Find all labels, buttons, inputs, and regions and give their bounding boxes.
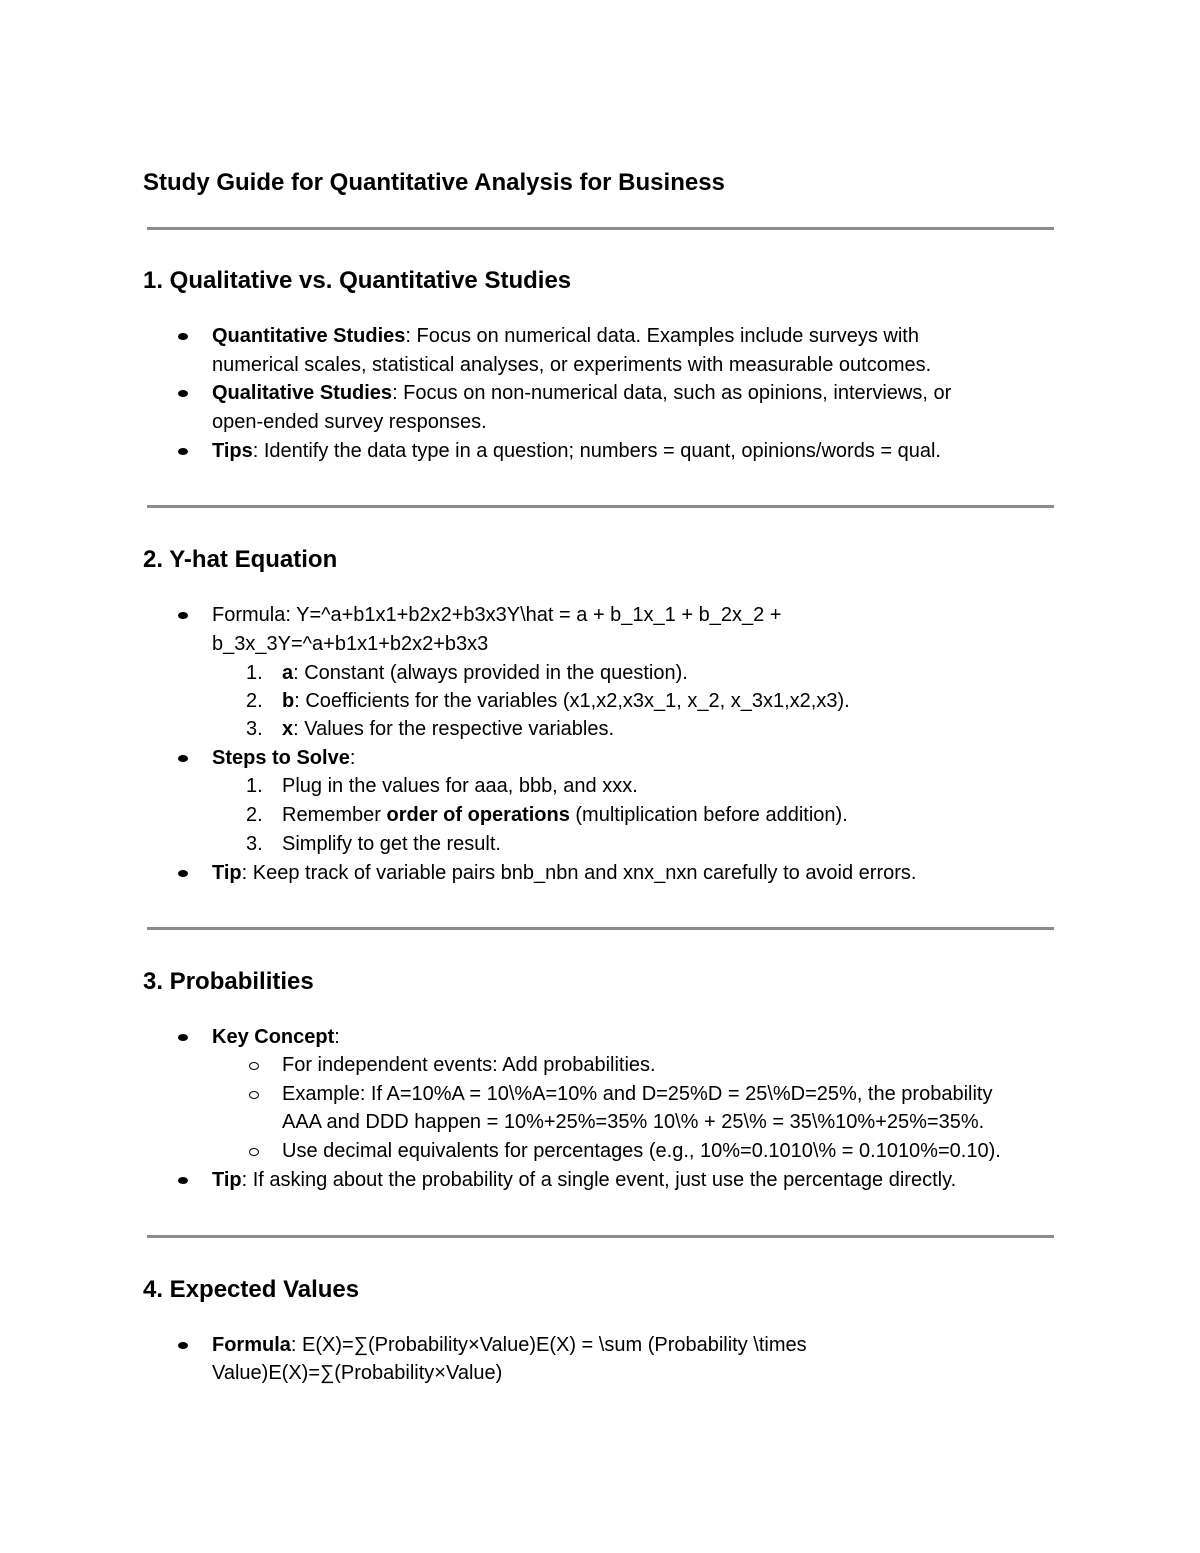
list-number: 1. [246, 662, 263, 684]
list-item-tip [212, 1166, 956, 1194]
bullet-icon [178, 390, 188, 397]
bullet-icon [178, 448, 188, 455]
sub-list-item: Example: If A=10%A = 10\%A=10% and D=25%D = 25\%D=25%, the probability [282, 1083, 993, 1105]
part-label: a [282, 662, 294, 684]
step-item: Simplify to get the result. [282, 833, 501, 855]
formula-part-x [282, 715, 614, 743]
bullet-icon [178, 1342, 188, 1349]
item-label: Tip [212, 862, 242, 884]
document-title: Study Guide for Quantitative Analysis for Business [143, 169, 725, 196]
item-text: : Identify the data type in a question; numbers = quant, opinions/words = qual. [252, 440, 941, 462]
part-text: : Constant (always provided in the question). [293, 662, 688, 684]
item-text: : Focus on numerical data. Examples include surveys with [405, 325, 919, 347]
part-label: b [282, 690, 295, 712]
list-item-continuation: open-ended survey responses. [212, 411, 487, 433]
bullet-icon [178, 333, 188, 340]
formula-expected-value [212, 1331, 807, 1359]
list-item-qualitative-studies [212, 379, 951, 407]
item-text: : Focus on non-numerical data, such as opinions, interviews, or [392, 382, 952, 404]
list-number: 2. [246, 804, 263, 826]
formula-part-b [282, 687, 850, 715]
list-number: 3. [246, 833, 263, 855]
section-heading-probabilities: 3. Probabilities [143, 968, 314, 995]
item-label: Tips [212, 440, 253, 462]
bullet-icon [178, 1177, 188, 1184]
bullet-icon [178, 755, 188, 762]
list-item-tip [212, 859, 916, 887]
list-number: 1. [246, 775, 263, 797]
item-label: Key Concept [212, 1026, 335, 1048]
item-text: : E(X)=∑(Probability×Value)E(X) = \sum (Probability \times [290, 1334, 807, 1356]
formula-line-continuation: Value)E(X)=∑(Probability×Value) [212, 1362, 503, 1384]
formula-line: Formula: Y=^a+b1x1+b2x2+b3x3Y\hat = a + b_1x_1 + b_2x_2 + [212, 604, 782, 626]
item-label: Formula [212, 1334, 291, 1356]
item-text: : If asking about the probability of a single event, just use the percentage directly. [241, 1169, 957, 1191]
step-item [282, 801, 848, 829]
step-item: Plug in the values for aaa, bbb, and xxx. [282, 775, 638, 797]
section-heading-qualitative-quantitative: 1. Qualitative vs. Quantitative Studies [143, 267, 572, 294]
hollow-bullet-icon [249, 1062, 259, 1070]
formula-line-continuation: b_3x_3Y=^a+b1x1+b2x2+b3x3 [212, 633, 489, 655]
sub-list-item: For independent events: Add probabilities. [282, 1054, 656, 1076]
list-item-continuation: numerical scales, statistical analyses, or experiments with measurable outcomes. [212, 354, 932, 376]
horizontal-rule [147, 505, 1054, 508]
item-text: : Keep track of variable pairs bnb_nbn and xnx_nxn carefully to avoid errors. [241, 862, 917, 884]
bullet-icon [178, 1034, 188, 1041]
section-heading-expected-values: 4. Expected Values [143, 1276, 360, 1303]
list-item-quantitative-studies [212, 322, 919, 350]
step-text: Remember [282, 804, 387, 826]
hollow-bullet-icon [249, 1091, 259, 1099]
list-item-tips [212, 437, 941, 465]
bullet-icon [178, 612, 188, 619]
item-text: : [334, 1026, 340, 1048]
hollow-bullet-icon [249, 1148, 259, 1156]
item-label: Qualitative Studies [212, 382, 393, 404]
part-text: : Coefficients for the variables (x1,x2,x3x_1, x_2, x_3x1,x2,x3). [294, 690, 850, 712]
part-label: x [282, 718, 294, 740]
step-emphasis: order of operations [386, 804, 570, 826]
formula-part-a [282, 659, 688, 687]
list-number: 2. [246, 690, 263, 712]
steps-to-solve [212, 744, 355, 772]
horizontal-rule [147, 227, 1054, 230]
sub-list-item: Use decimal equivalents for percentages (e.g., 10%=0.1010\% = 0.1010%=0.10). [282, 1140, 1001, 1162]
section-heading-y-hat-equation: 2. Y-hat Equation [143, 546, 338, 573]
part-text: : Values for the respective variables. [293, 718, 615, 740]
item-label: Quantitative Studies [212, 325, 406, 347]
step-text: (multiplication before addition). [569, 804, 848, 826]
key-concept [212, 1023, 340, 1051]
item-text: : [349, 747, 356, 769]
item-label: Tip [212, 1169, 242, 1191]
sub-list-item-continuation: AAA and DDD happen = 10%+25%=35% 10\% + 25\% = 35\%10%+25%=35%. [282, 1111, 985, 1133]
horizontal-rule [147, 1235, 1054, 1238]
list-number: 3. [246, 718, 263, 740]
horizontal-rule [147, 927, 1054, 930]
item-label: Steps to Solve [212, 747, 350, 769]
bullet-icon [178, 870, 188, 877]
